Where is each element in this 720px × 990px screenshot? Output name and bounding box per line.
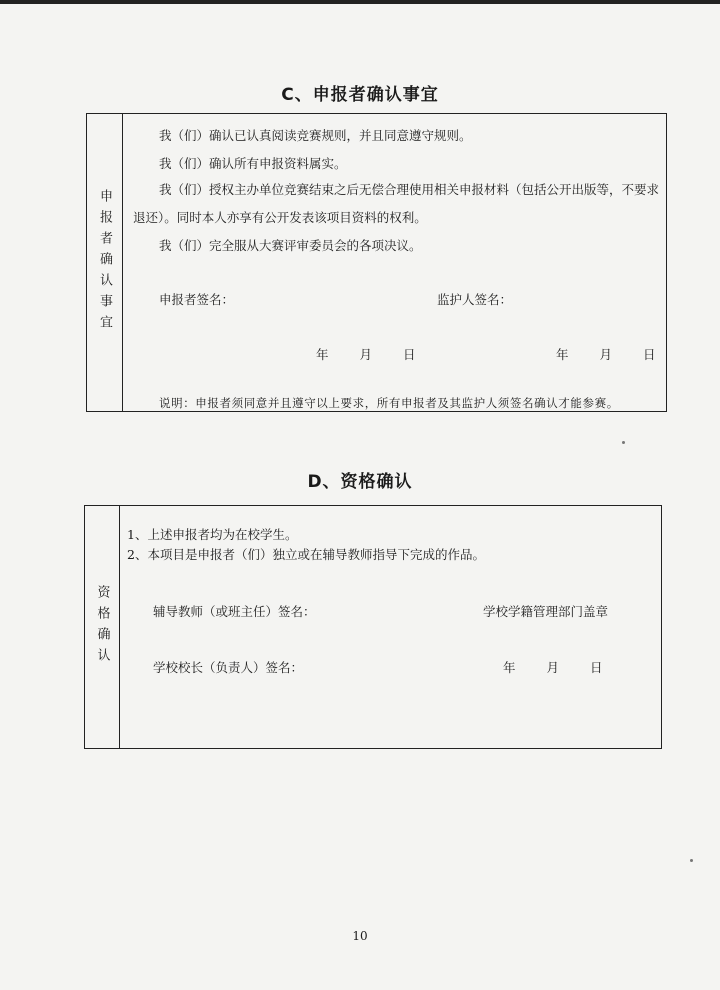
confirm-line-1: 我（们）确认已认真阅读竞赛规则，并且同意遵守规则。: [159, 128, 472, 143]
section-c-note: 说明：申报者须同意并且遵守以上要求，所有申报者及其监护人须签名确认才能参赛。: [159, 396, 619, 410]
applicant-date: 年 月 日: [316, 347, 418, 362]
applicant-signature-label: 申报者签名：: [159, 292, 235, 307]
section-d-side-label: 资格确认: [94, 585, 110, 669]
guardian-date: 年 月 日: [556, 347, 658, 362]
guardian-signature-label: 监护人签名：: [437, 292, 513, 307]
section-d-title: D、资格确认: [307, 472, 413, 492]
confirm-line-3: 我（们）授权主办单位竞赛结束之后无偿合理使用相关申报材料（包括公开出版等，不要求退还）。同时本人亦享有公开发表该项目资料的权利。: [133, 182, 660, 225]
section-d-table: [84, 505, 662, 749]
qualification-item-1: 1、上述申报者均为在校学生。: [127, 527, 298, 542]
principal-signature-label: 学校校长（负责人）签名：: [153, 660, 304, 675]
section-c-side-cell: [87, 114, 123, 411]
scan-speck: [622, 441, 625, 444]
school-stamp-label: 学校学籍管理部门盖章: [483, 604, 609, 619]
confirm-line-4: 我（们）完全服从大赛评审委员会的各项决议。: [159, 238, 422, 253]
scan-speck: [690, 859, 693, 862]
section-c-side-label: 申报者确认事宜: [97, 189, 112, 336]
qualification-item-2: 2、本项目是申报者（们）独立或在辅导教师指导下完成的作品。: [127, 547, 485, 562]
page-number: 10: [352, 929, 368, 943]
confirm-line-2: 我（们）确认所有申报资料属实。: [159, 156, 347, 171]
section-c-table: [86, 113, 667, 412]
qualification-date: 年 月 日: [503, 660, 605, 675]
tutor-signature-label: 辅导教师（或班主任）签名：: [153, 604, 316, 619]
section-d-side-cell: [85, 506, 120, 748]
section-c-title: C、申报者确认事宜: [281, 85, 439, 105]
